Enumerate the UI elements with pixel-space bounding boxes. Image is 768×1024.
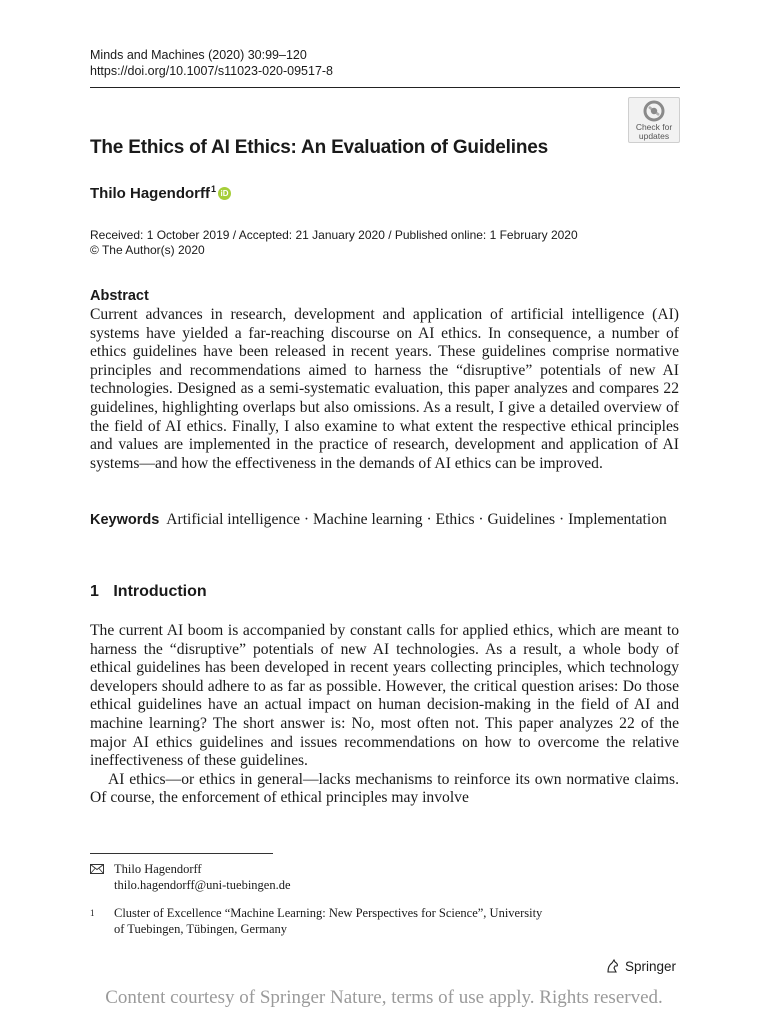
orcid-icon[interactable]: iD: [218, 187, 231, 200]
affiliation-mark: 1: [90, 908, 95, 918]
publication-dates: [90, 228, 578, 258]
check-for-updates-icon: [643, 100, 665, 122]
doi-link[interactable]: https://doi.org/10.1007/s11023-020-09517-8: [90, 64, 334, 78]
publisher-logo: [605, 958, 676, 974]
abstract-heading: Abstract: [90, 288, 149, 304]
keywords: [90, 511, 679, 530]
paper-title: The Ethics of AI Ethics: An Evaluation of Guidelines: [90, 137, 548, 158]
springer-horse-icon: [605, 958, 621, 974]
keywords-label: Keywords: [90, 512, 160, 528]
section-title: Introduction: [113, 583, 207, 600]
journal-header: [90, 47, 333, 79]
section-number: 1: [90, 583, 99, 600]
received-accepted-published: Received: 1 October 2019 / Accepted: 21 January 2020 / Published online: 1 February 2020: [90, 228, 578, 242]
courtesy-watermark: Content courtesy of Springer Nature, terms of use apply. Rights reserved.: [105, 987, 663, 1008]
author-line: [90, 185, 231, 202]
envelope-icon: [90, 861, 114, 893]
affiliation-line-1: Cluster of Excellence “Machine Learning: New Perspectives for Science”, University: [114, 906, 543, 920]
author-name: Thilo Hagendorff: [90, 185, 210, 202]
check-for-updates-badge[interactable]: [628, 97, 680, 143]
abstract-text: Current advances in research, development and application of artificial intelligence (AI) systems have yielded a far-reaching discourse on AI ethics. In consequence, a number of ethics guidelines have been released in recent years. These guidelines comprise normative principles and recommendations aimed to harness the “disruptive” potentials of new AI technologies. Designed as a semi-systematic evaluation, this paper analyzes and compares 22 guidelines, highlighting overlaps but also omissions. As a result, I give a detailed overview of the field of AI ethics. Finally, I also examine to what extent the respective ethical principles and values are implemented in the practice of research, development and application of AI systems—and how the effectiveness in the demands of AI ethics can be improved.: [90, 306, 679, 472]
badge-line2: updates: [638, 131, 670, 141]
keywords-list: Artificial intelligence · Machine learning · Ethics · Guidelines · Implementation: [166, 511, 667, 528]
introduction-body: [90, 622, 679, 808]
affiliation-line-2: of Tuebingen, Tübingen, Germany: [114, 922, 288, 936]
author-affiliation-mark: 1: [211, 184, 217, 194]
journal-citation: Minds and Machines (2020) 30:99–120: [90, 48, 307, 62]
badge-line1: Check for: [635, 122, 673, 132]
footnote-rule: [90, 853, 273, 854]
header-rule: [90, 87, 680, 88]
intro-paragraph-1: The current AI boom is accompanied by constant calls for applied ethics, which are meant to harness the “disruptive” potentials of new AI technologies. As a result, a whole body of ethical guidelines has been developed in recent years collecting principles, which technology developers should adhere to as far as possible. However, the critical question arises: Do those ethical guidelines have an actual impact on human decision-making in the field of AI and machine learning? The short answer is: No, most often not. This paper analyzes 22 of the major AI ethics guidelines and issues recommendations on how to overcome the relative ineffectiveness of these guidelines.: [90, 622, 679, 770]
copyright-notice: © The Author(s) 2020: [90, 243, 205, 257]
contact-name: Thilo Hagendorff: [114, 862, 202, 876]
publisher-name: Springer: [625, 958, 677, 974]
contact-footnote: [90, 861, 291, 893]
section-heading: [90, 583, 207, 601]
affiliation-footnote: [90, 905, 542, 937]
intro-paragraph-2: AI ethics—or ethics in general—lacks mechanisms to reinforce its own normative claims. Of course, the enforcement of ethical principles may involve: [90, 770, 679, 807]
contact-email[interactable]: thilo.hagendorff@uni-tuebingen.de: [114, 878, 291, 892]
